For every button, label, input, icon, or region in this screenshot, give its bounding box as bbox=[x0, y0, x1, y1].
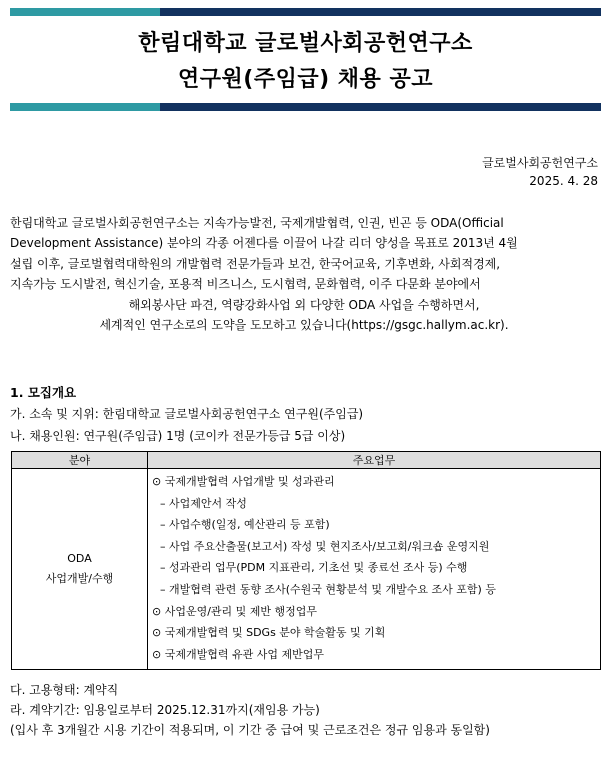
employment-type: 다. 고용형태: 계약직 bbox=[10, 683, 119, 697]
title-line1: 한림대학교 글로벌사회공헌연구소 bbox=[138, 31, 473, 56]
issuer-org: 글로벌사회공헌연구소 bbox=[482, 156, 598, 170]
table-row bbox=[12, 469, 601, 670]
field-line2: 사업개발/수행 bbox=[45, 572, 114, 586]
table-header-field: 분야 bbox=[12, 452, 148, 469]
intro-line: 지속가능 도시발전, 혁신기술, 포용적 비즈니스, 도시협력, 문화협력, 이주 다문화 분야에서 bbox=[10, 277, 481, 292]
section-heading: 1. 모집개요 bbox=[10, 385, 77, 400]
duty-subitem: – 개발협력 관련 동향 조사(수원국 현황분석 및 개발수요 조사 포함) 등 bbox=[160, 582, 496, 596]
probation-note: (입사 후 3개월간 시용 기간이 적용되며, 이 기간 중 급여 및 근로조건은 정규 임용과 동일함) bbox=[10, 723, 490, 737]
intro-line: 설립 이후, 글로벌협력대학원의 개발협력 전문가들과 보건, 한국어교육, 기후변화, 사회적경제, bbox=[10, 256, 501, 271]
section-item-affiliation: 가. 소속 및 지위: 한림대학교 글로벌사회공헌연구소 연구원(주임급) bbox=[10, 407, 364, 421]
duties-table bbox=[11, 451, 601, 670]
top-divider-bar bbox=[10, 8, 601, 16]
intro-paragraph bbox=[10, 213, 598, 335]
top-divider-navy bbox=[160, 8, 601, 16]
duty-subitem: – 사업수행(일정, 예산관리 등 포함) bbox=[160, 518, 330, 532]
bottom-divider-teal bbox=[10, 103, 160, 111]
intro-line-center: 세계적인 연구소로의 도약을 도모하고 있습니다(https://gsgc.hallym.ac.kr). bbox=[99, 318, 509, 333]
duty-item: ⊙ 국제개발협력 유관 사업 제반업무 bbox=[152, 647, 324, 661]
contract-period: 라. 계약기간: 임용일로부터 2025.12.31까지(재임용 가능) bbox=[10, 703, 320, 717]
section-item-headcount: 나. 채용인원: 연구원(주임급) 1명 (코이카 전문가등급 5급 이상) bbox=[10, 429, 346, 443]
field-cell bbox=[12, 469, 148, 670]
intro-line: 한림대학교 글로벌사회공헌연구소는 지속가능발전, 국제개발협력, 인권, 빈곤 등 ODA(Official bbox=[10, 216, 504, 230]
duty-subitem: – 사업 주요산출물(보고서) 작성 및 현지조사/보고회/워크숍 운영지원 bbox=[160, 539, 490, 553]
duty-subitem: – 사업제안서 작성 bbox=[160, 496, 247, 510]
bottom-divider-bar bbox=[10, 103, 601, 111]
duty-item: ⊙ 국제개발협력 및 SDGs 분야 학술활동 및 기획 bbox=[152, 626, 386, 640]
intro-line: Development Assistance) 분야의 각종 어젠다를 이끌어 나갈 리더 양성을 목표로 2013년 4월 bbox=[10, 236, 518, 251]
issue-date: 2025. 4. 28 bbox=[529, 174, 598, 188]
field-line1: ODA bbox=[67, 552, 92, 566]
duty-item: ⊙ 사업운영/관리 및 제반 행정업무 bbox=[152, 604, 318, 618]
table-header-duties: 주요업무 bbox=[148, 452, 601, 469]
table-header-row bbox=[12, 452, 601, 469]
bottom-divider-navy bbox=[160, 103, 601, 111]
title-line2: 연구원(주임급) 채용 공고 bbox=[178, 67, 433, 92]
intro-line-center: 해외봉사단 파견, 역량강화사업 외 다양한 ODA 사업을 수행하면서, bbox=[128, 297, 480, 312]
duty-item: ⊙ 국제개발협력 사업개발 및 성과관리 bbox=[152, 475, 335, 488]
duties-cell bbox=[148, 469, 601, 670]
duty-subitem: – 성과관리 업무(PDM 지표관리, 기초선 및 종료선 조사 등) 수행 bbox=[160, 561, 468, 575]
top-divider-teal bbox=[10, 8, 160, 16]
